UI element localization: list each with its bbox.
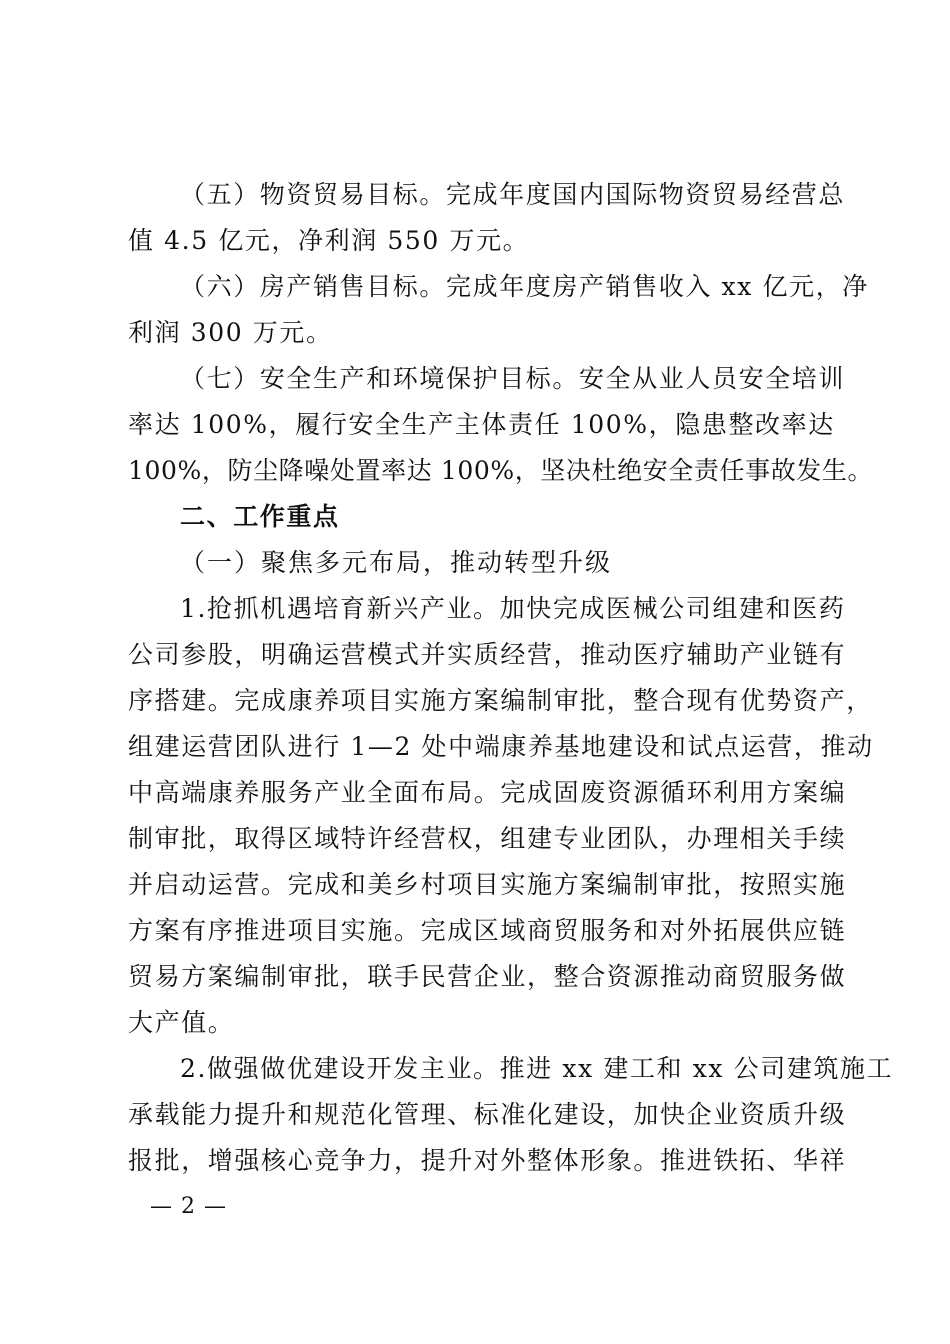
paragraph-goal-7: [128, 356, 874, 494]
text-line: 2.做强做优建设开发主业。推进 xx 建工和 xx 公司建筑施工: [180, 1054, 894, 1083]
document-body: [128, 172, 894, 1184]
text-line: （五）物资贸易目标。完成年度国内国际物资贸易经营总: [180, 180, 846, 209]
paragraph-emerging-industry: [128, 586, 874, 1046]
text-line: 100%，防尘降噪处置率达 100%，坚决杜绝安全责任事故发生。: [128, 456, 874, 485]
text-line: 利润 300 万元。: [128, 318, 333, 347]
text-line: 并启动运营。完成和美乡村项目实施方案编制审批，按照实施: [128, 870, 847, 899]
subsection-heading: [128, 540, 824, 586]
page-number: — 2 —: [150, 1194, 227, 1219]
text-line: 率达 100%，履行安全生产主体责任 100%，隐患整改率达: [128, 410, 835, 439]
section-heading-text: 二、工作重点: [180, 502, 340, 531]
text-line: （七）安全生产和环境保护目标。安全从业人员安全培训: [180, 364, 846, 393]
paragraph-goal-6: [128, 264, 869, 356]
text-line: 1.抢抓机遇培育新兴产业。加快完成医械公司组建和医药: [180, 594, 846, 623]
paragraph-construction-business: [128, 1046, 894, 1184]
text-line: （六）房产销售目标。完成年度房产销售收入 xx 亿元，净: [180, 272, 869, 301]
text-line: 公司参股，明确运营模式并实质经营，推动医疗辅助产业链有: [128, 640, 847, 669]
paragraph-goal-5: [128, 172, 846, 264]
text-line: 中高端康养服务产业全面布局。完成固废资源循环利用方案编: [128, 778, 847, 807]
text-line: 值 4.5 亿元，净利润 550 万元。: [128, 226, 530, 255]
text-line: 报批，增强核心竞争力，提升对外整体形象。推进铁拓、华祥: [128, 1146, 847, 1175]
text-line: 贸易方案编制审批，联手民营企业，整合资源推动商贸服务做: [128, 962, 847, 991]
subsection-heading-text: （一）聚焦多元布局，推动转型升级: [180, 548, 613, 577]
text-line: 组建运营团队进行 1—2 处中端康养基地建设和试点运营，推动: [128, 732, 874, 761]
text-line: 序搭建。完成康养项目实施方案编制审批，整合现有优势资产，: [128, 686, 873, 715]
section-heading: [128, 494, 824, 540]
text-line: 大产值。: [128, 1008, 235, 1037]
text-line: 承载能力提升和规范化管理、标准化建设，加快企业资质升级: [128, 1100, 847, 1129]
text-line: 制审批，取得区域特许经营权，组建专业团队，办理相关手续: [128, 824, 847, 853]
text-line: 方案有序推进项目实施。完成区域商贸服务和对外拓展供应链: [128, 916, 847, 945]
